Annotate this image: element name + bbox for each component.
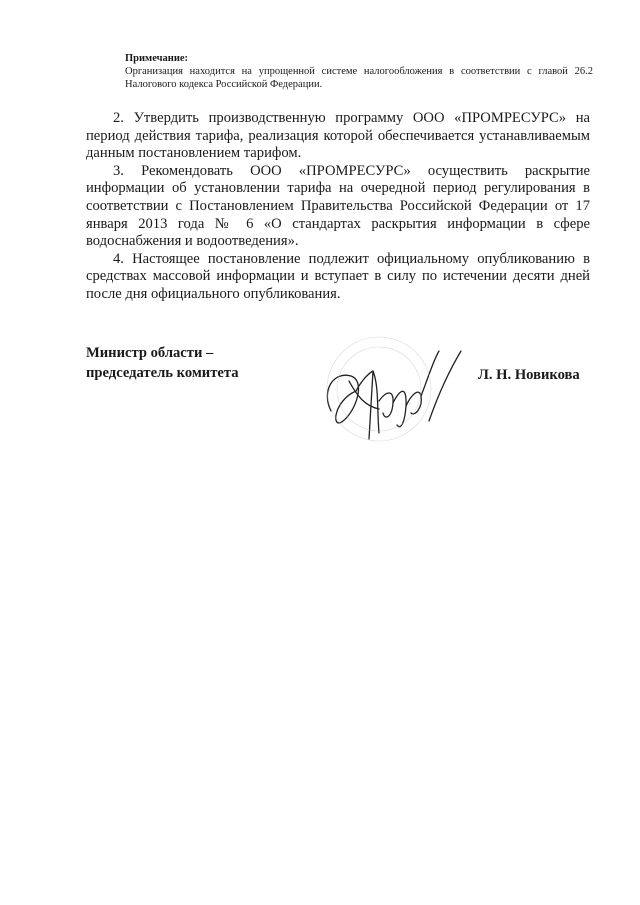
paragraph-item-4: 4. Настоящее постановление подлежит официальному опубликованию в средствах массовой информации и вступает в силу по истечении десяти дней после дня официального опубликования. [86,250,590,302]
signer-position [86,343,239,383]
signature-block [86,343,590,463]
resolution-body [86,110,590,304]
note-title: Примечание: [125,53,189,64]
handwritten-signature-icon [261,321,491,461]
note-block [125,52,593,91]
paragraph-item-3: 3. Рекомендовать ООО «ПРОМРЕСУРС» осуществить раскрытие информации об установлении тарифа на очередной период регулирования в соответствии с Постановлением Правительства Российской Федерации от 17 января 2013 года № 6 «О стандартах раскрытия информации в сфере водоснабжения и водоотведения». [86,162,590,250]
paragraph-item-2: 2. Утвердить производственную программу ООО «ПРОМРЕСУРС» на период действия тарифа, реализация которой обеспечивается устанавливаемым данным постановлением тарифом. [86,110,590,162]
signer-position-line-2: председатель комитета [86,365,239,381]
note-text: Организация находится на упрощенной системе налогообложения в соответствии с главой 26.2 Налогового кодекса Российской Федерации. [125,66,593,90]
signer-name: Л. Н. Новикова [478,367,580,383]
signer-position-line-1: Министр области – [86,345,214,361]
